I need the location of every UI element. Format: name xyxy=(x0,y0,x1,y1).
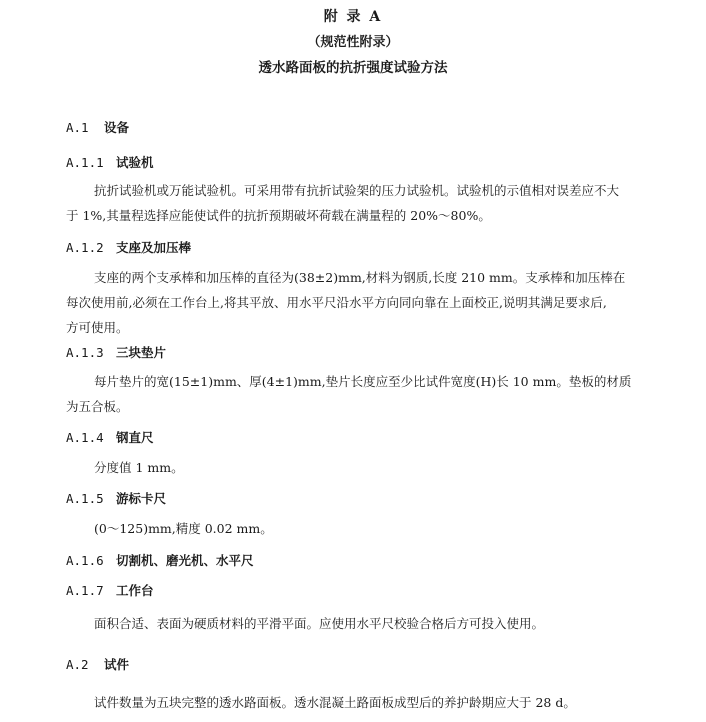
subsection-heading xyxy=(66,428,154,446)
paragraph xyxy=(66,178,694,228)
subsection-number: A.1.3 xyxy=(66,345,104,360)
section-heading xyxy=(66,655,129,673)
paragraph xyxy=(66,265,694,340)
subsection-heading xyxy=(66,343,166,361)
subsection-title: 钢直尺 xyxy=(116,430,154,445)
paragraph-line: 每片垫片的宽(15±1)mm、厚(4±1)mm,垫片长度应至少比试件宽度(H)长 10 mm。垫板的材质 xyxy=(94,374,632,389)
subsection-title: 三块垫片 xyxy=(116,345,167,360)
subsection-heading xyxy=(66,238,191,256)
paragraph: 试件数量为五块完整的透水路面板。透水混凝土路面板成型后的养护龄期应大于 28 d。 xyxy=(94,695,576,710)
subsection-number: A.1.1 xyxy=(66,155,104,170)
subsection-title: 工作台 xyxy=(116,583,154,598)
section-number: A.2 xyxy=(66,657,89,672)
section-heading xyxy=(66,118,129,136)
subsection-number: A.1.2 xyxy=(66,240,104,255)
section-title: 试件 xyxy=(104,657,130,672)
paragraph-line: 为五合板。 xyxy=(66,399,129,414)
subsection-heading xyxy=(66,153,154,171)
subsection-heading xyxy=(66,581,154,599)
subsection-title: 支座及加压棒 xyxy=(116,240,192,255)
subsection-heading xyxy=(66,551,254,569)
subsection-title: 试验机 xyxy=(116,155,154,170)
subsection-heading xyxy=(66,489,166,507)
paragraph-line: 抗折试验机或万能试验机。可采用带有抗折试验架的压力试验机。试验机的示值相对误差应不大 xyxy=(94,183,620,198)
paragraph: 面积合适、表面为硬质材料的平滑平面。应使用水平尺校验合格后方可投入使用。 xyxy=(94,616,545,631)
paragraph-line: 每次使用前,必须在工作台上,将其平放、用水平尺沿水平方向同向靠在上面校正,说明其满足要求后, xyxy=(66,295,607,310)
appendix-title: 透水路面板的抗折强度试验方法 xyxy=(258,60,448,76)
paragraph xyxy=(66,369,694,419)
paragraph-line: 于 1%,其量程选择应能使试件的抗折预期破坏荷载在满量程的 20%～80%。 xyxy=(66,208,491,223)
paragraph: 分度值 1 mm。 xyxy=(94,460,184,475)
section-title: 设备 xyxy=(104,120,130,135)
subsection-title: 游标卡尺 xyxy=(116,491,167,506)
subsection-number: A.1.7 xyxy=(66,583,104,598)
paragraph: (0～125)mm,精度 0.02 mm。 xyxy=(94,521,273,536)
subsection-number: A.1.6 xyxy=(66,553,104,568)
paragraph-line: 支座的两个支承棒和加压棒的直径为(38±2)mm,材料为钢质,长度 210 mm。支承棒和加压棒在 xyxy=(94,270,626,285)
appendix-label: 附 录 A xyxy=(323,9,383,25)
subsection-number: A.1.4 xyxy=(66,430,104,445)
subsection-title: 切割机、磨光机、水平尺 xyxy=(116,553,254,568)
subsection-number: A.1.5 xyxy=(66,491,104,506)
appendix-type: （规范性附录） xyxy=(307,35,399,50)
section-number: A.1 xyxy=(66,120,89,135)
paragraph-line: 方可使用。 xyxy=(66,320,129,335)
